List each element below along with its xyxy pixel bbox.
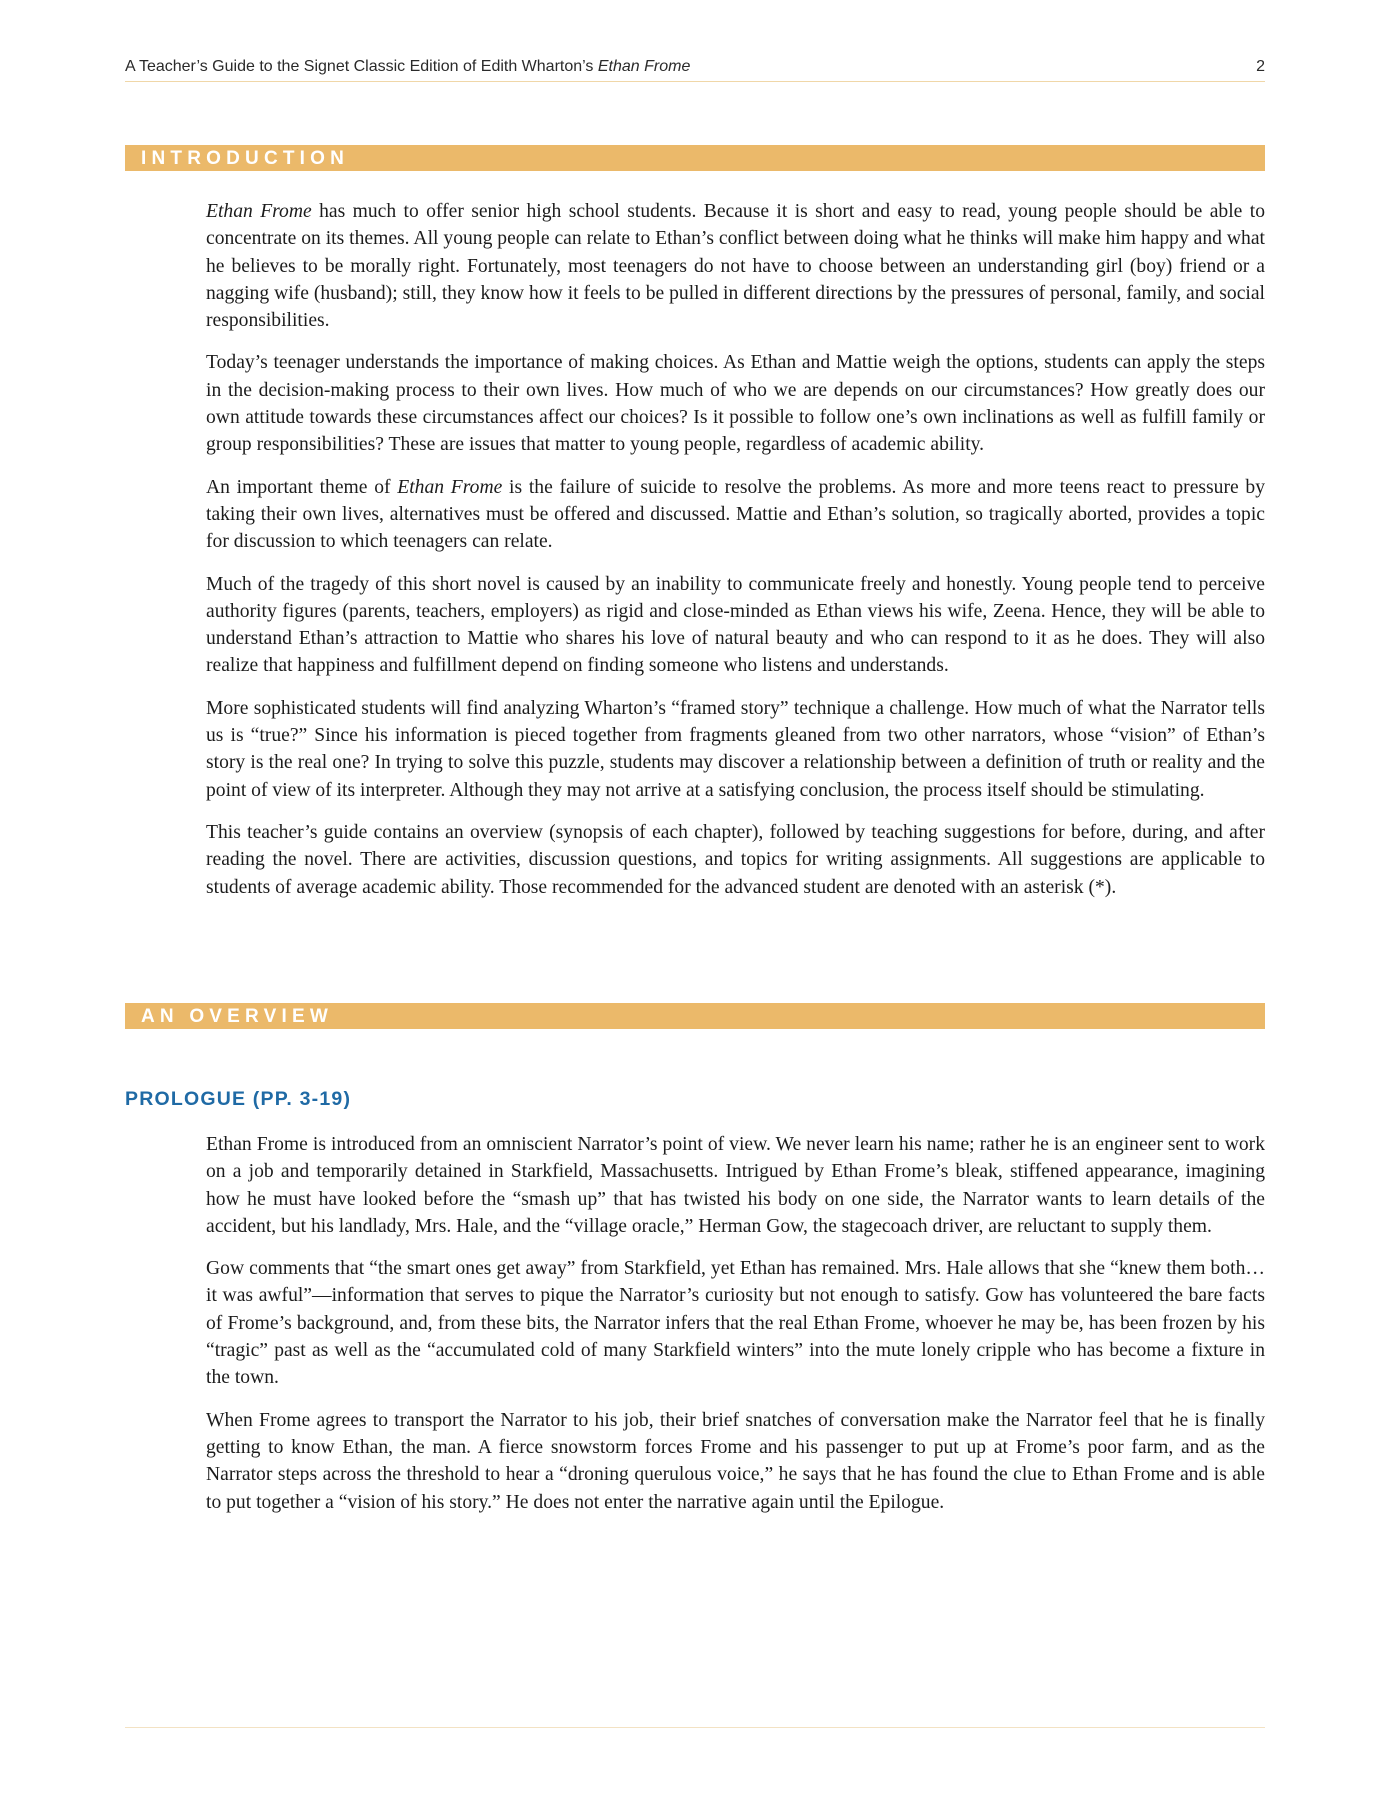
section-band-introduction xyxy=(125,145,1265,171)
prologue-paragraph-1: Ethan Frome is introduced from an omniscient Narrator’s point of view. We never learn his name; rather he is an engineer sent to work on a job and temporarily detained in Starkfield, Massachusetts. Intrigued by Ethan Frome’s bleak, stiffened appearance, imagining how he must have looked before the “smash up” that has twisted his body on one side, the Narrator wants to learn details of the accident, but his landlady, Mrs. Hale, and the “village oracle,” Herman Gow, the stagecoach driver, are reluctant to supply them. xyxy=(206,1134,1265,1237)
intro-paragraph-4: Much of the tragedy of this short novel is caused by an inability to communicate freely and honestly. Young people tend to perceive authority figures (parents, teachers, employers) as rigid and close-minded as Ethan views his wife, Zeena. Hence, they will be able to understand Ethan’s attraction to Mattie who shares his love of natural beauty and who can respond to it as he does. They will also realize that happiness and fulfillment depend on finding someone who listens and understands. xyxy=(206,573,1265,677)
prologue-paragraph-2: Gow comments that “the smart ones get away” from Starkfield, yet Ethan has remained. Mrs. Hale allows that she “knew them both…it was awful”—information that serves to pique the Narrator’s curiosity but not enough to satisfy. Gow has volunteered the bare facts of Frome’s background, and, from these bits, the Narrator infers that the real Ethan Frome, whoever he may be, has been frozen by his “tragic” past as well as the “accumulated cold of many Starkfield winters” into the mute lonely cripple who has become a fixture in the town. xyxy=(206,1258,1265,1389)
intro-p3-italic: Ethan Frome xyxy=(397,476,503,498)
header-title-italic: Ethan Frome xyxy=(597,58,691,75)
prologue-heading: PROLOGUE (PP. 3-19) xyxy=(125,1088,352,1110)
intro-paragraph-3 xyxy=(206,474,1265,556)
section-heading-introduction: INTRODUCTION xyxy=(141,148,350,169)
section-band-overview xyxy=(125,1003,1265,1029)
running-header xyxy=(125,58,1265,82)
section-heading-overview: AN OVERVIEW xyxy=(141,1006,333,1027)
intro-paragraph-5: More sophisticated students will find analyzing Wharton’s “framed story” technique a challenge. How much of what the Narrator tells us is “true?” Since his information is pieced together from fragments gleaned from two other narrators, whose “vision” of Ethan’s story is the real one? In trying to solve this puzzle, students may discover a relationship between a definition of truth or reality and the point of view of its interpreter. Although they may not arrive at a satisfying conclusion, the process itself should be stimulating. xyxy=(206,697,1265,801)
header-title xyxy=(125,58,690,76)
page-number: 2 xyxy=(1256,58,1265,75)
footer-rule xyxy=(125,1727,1265,1728)
intro-paragraph-6: This teacher’s guide contains an overview (synopsis of each chapter), followed by teaching suggestions for before, during, and after reading the novel. There are activities, discussion questions, and topics for writing assignments. All suggestions are applicable to students of average academic ability. Those recommended for the advanced student are denoted with an asterisk (*). xyxy=(206,821,1265,898)
intro-p3-after: is the failure of suicide to resolve the problems. As more and more teens react to pressure by taking their own lives, alternatives must be offered and discussed. Mattie and Ethan’s solution, so tragically aborted, provides a topic for discussion to which teenagers can relate. xyxy=(206,476,1265,553)
intro-paragraph-2: Today’s teenager understands the importance of making choices. As Ethan and Mattie weigh the options, students can apply the steps in the decision-making process to their own lives. How much of who we are depends on our circumstances? How greatly does our own attitude towards these circumstances affect our choices? Is it possible to follow one’s own inclinations as well as fulfill family or group responsibilities? These are issues that matter to young people, regardless of academic ability. xyxy=(206,352,1265,456)
introduction-body xyxy=(206,198,1265,901)
header-title-text: A Teacher’s Guide to the Signet Classic Edition of Edith Wharton’s xyxy=(125,58,598,75)
intro-p1-italic: Ethan Frome xyxy=(206,201,312,222)
intro-p3-before: An important theme of xyxy=(206,476,398,498)
prologue-body xyxy=(206,1131,1265,1516)
prologue-paragraph-3: When Frome agrees to transport the Narrator to his job, their brief snatches of conversation make the Narrator feel that he is finally getting to know Ethan, the man. A fierce snowstorm forces Frome and his passenger to put up at Frome’s poor farm, and as the Narrator steps across the threshold to hear a “droning querulous voice,” he says that he has found the clue to Ethan Frome and is able to put together a “vision of his story.” He does not enter the narrative again until the Epilogue. xyxy=(206,1409,1265,1513)
intro-p1-text: has much to offer senior high school students. Because it is short and easy to read, young people should be able to concentrate on its themes. All young people can relate to Ethan’s conflict between doing what he thinks will make him happy and what he believes to be morally right. Fortunately, most teenagers do not have to choose between an understanding girl (boy) friend or a nagging wife (husband); still, they know how it feels to be pulled in different directions by the pressures of personal, family, and social responsibilities. xyxy=(206,201,1265,332)
intro-paragraph-1 xyxy=(206,198,1265,334)
